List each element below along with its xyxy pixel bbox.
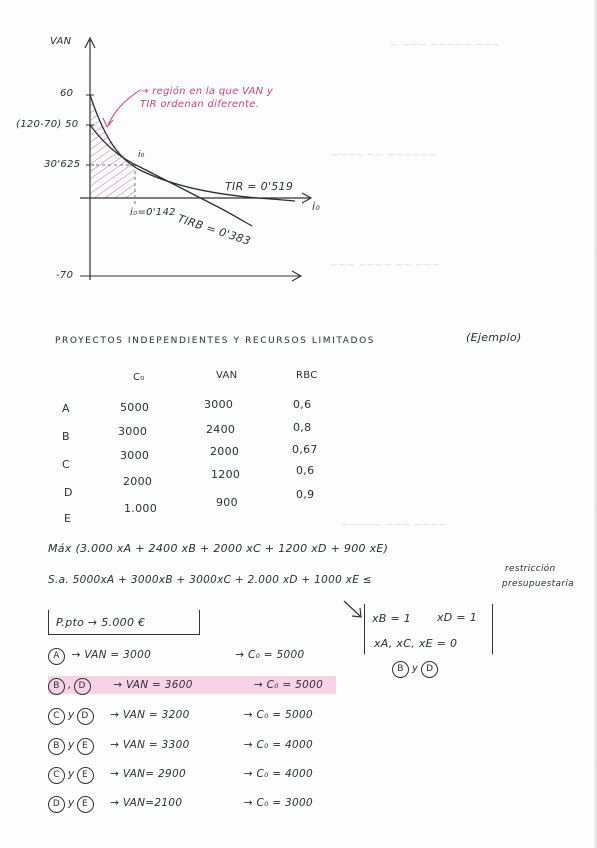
- solution-xb: xB = 1: [372, 612, 412, 625]
- row-project-b: B: [62, 430, 70, 443]
- combo-van: → VAN = 3600: [113, 679, 193, 691]
- hatched-region: [90, 95, 135, 198]
- combo-van: → VAN = 3200: [110, 709, 190, 721]
- combo-project-1: B: [48, 678, 65, 695]
- combo-project-2: E: [77, 738, 94, 755]
- row-a-van: 3000: [204, 398, 234, 411]
- combo-project-2: D: [74, 678, 91, 695]
- result-d-circle: D: [421, 661, 438, 678]
- row-d-van: 1200: [211, 468, 241, 481]
- show-through-text: ~~~ ~~~~ ~~ ~~~: [330, 260, 441, 271]
- combo-van: → VAN = 3000: [71, 649, 152, 661]
- row-e-c0: 1.000: [124, 502, 157, 515]
- combo-c0: → C₀ = 4000: [243, 768, 313, 780]
- row-project-e: E: [64, 512, 72, 525]
- row-d-rbc: 0,6: [296, 464, 315, 477]
- combo-row: C y E → VAN= 2900 → C₀ = 4000: [48, 767, 313, 784]
- solution-zeros: xA, xC, xE = 0: [374, 637, 458, 650]
- fisher-rate-label: i₀=0'142: [130, 207, 176, 218]
- y-tick-30: 30'625: [44, 159, 81, 170]
- combo-c0: → C₀ = 4000: [243, 739, 313, 751]
- tir-a-label: TIR = 0'519: [225, 180, 294, 193]
- region-annotation: → región en la que VAN y TIR ordenan diferente.: [140, 86, 274, 110]
- result-b-circle: B: [392, 661, 409, 678]
- y-tick-neg70: -70: [56, 270, 74, 281]
- combo-van: → VAN=2100: [110, 797, 183, 809]
- header-van: VAN: [216, 370, 238, 381]
- constraint: S.a. 5000xA + 3000xB + 3000xC + 2.000 xD + 1000 xE ≤: [48, 574, 372, 586]
- result-and: y: [412, 663, 419, 674]
- objective-function: Máx (3.000 xA + 2400 xB + 2000 xC + 1200 xD + 900 xE): [48, 542, 389, 555]
- combo-project-1: B: [48, 738, 65, 755]
- solution-result: [392, 661, 441, 678]
- annotation-arrow: [108, 90, 140, 125]
- row-b-van: 2400: [206, 423, 236, 436]
- combo-van: → VAN= 2900: [110, 768, 186, 780]
- header-rbc: RBC: [296, 370, 318, 381]
- combo-row: B , D → VAN = 3600 → C₀ = 5000: [48, 678, 323, 695]
- y-tick-60: 60: [60, 88, 74, 99]
- combo-project-1: C: [48, 708, 65, 725]
- constraint-note-2: presupuestaria: [502, 579, 574, 589]
- row-e-van: 900: [216, 496, 238, 509]
- combo-c0: → C₀ = 5000: [235, 649, 305, 661]
- x-axis-label: i₀: [312, 200, 321, 213]
- row-c-c0: 3000: [120, 449, 150, 462]
- combo-project-2: E: [77, 796, 94, 813]
- combo-row: D y E → VAN=2100 → C₀ = 3000: [48, 796, 313, 813]
- intersection-label: i₀: [138, 150, 145, 160]
- row-d-c0: 2000: [123, 475, 153, 488]
- row-project-c: C: [62, 458, 70, 471]
- row-b-rbc: 0,8: [293, 421, 312, 434]
- page-edge-shadow: [593, 0, 597, 848]
- combo-van: → VAN = 3300: [110, 739, 190, 751]
- row-project-d: D: [64, 486, 73, 499]
- combo-c0: → C₀ = 3000: [243, 797, 313, 809]
- combo-project-2: E: [77, 767, 94, 784]
- combo-project-2: D: [77, 708, 94, 725]
- combo-project-1: A: [48, 648, 65, 665]
- constraint-note-1: restricción: [505, 564, 556, 574]
- row-c-rbc: 0,67: [292, 443, 318, 456]
- budget-label: P.pto → 5.000 €: [56, 616, 146, 629]
- combo-row: C y D → VAN = 3200 → C₀ = 5000: [48, 708, 313, 725]
- row-a-rbc: 0,6: [293, 398, 312, 411]
- combo-project-1: C: [48, 767, 65, 784]
- show-through-text: ~~~~~ ~~~ ~~~~: [340, 520, 447, 531]
- combo-row: [48, 648, 304, 665]
- tir-b-label: TIRB = 0'383: [175, 212, 253, 248]
- section-note: (Ejemplo): [466, 331, 522, 344]
- van-tir-graph: [0, 0, 597, 300]
- show-through-text: ~~~~ ~~ ~~~~~~: [330, 150, 437, 161]
- combo-project-1: D: [48, 796, 65, 813]
- row-c-van: 2000: [210, 445, 240, 458]
- row-project-a: A: [62, 402, 70, 415]
- row-e-rbc: 0,9: [296, 488, 315, 501]
- show-through-text: ~ ~~~ ~~~~~ ~~~: [390, 40, 501, 51]
- row-a-c0: 5000: [120, 401, 150, 414]
- combo-c0: → C₀ = 5000: [243, 709, 313, 721]
- section-title: PROYECTOS INDEPENDIENTES Y RECURSOS LIMITADOS: [55, 336, 376, 346]
- combo-c0: → C₀ = 5000: [253, 679, 324, 691]
- header-c0: C₀: [133, 372, 145, 383]
- combo-row: B y E → VAN = 3300 → C₀ = 4000: [48, 738, 313, 755]
- y-tick-50: (120-70) 50: [16, 119, 79, 130]
- y-axis-label: VAN: [50, 36, 72, 47]
- row-b-c0: 3000: [118, 425, 148, 438]
- solution-xd: xD = 1: [437, 611, 477, 624]
